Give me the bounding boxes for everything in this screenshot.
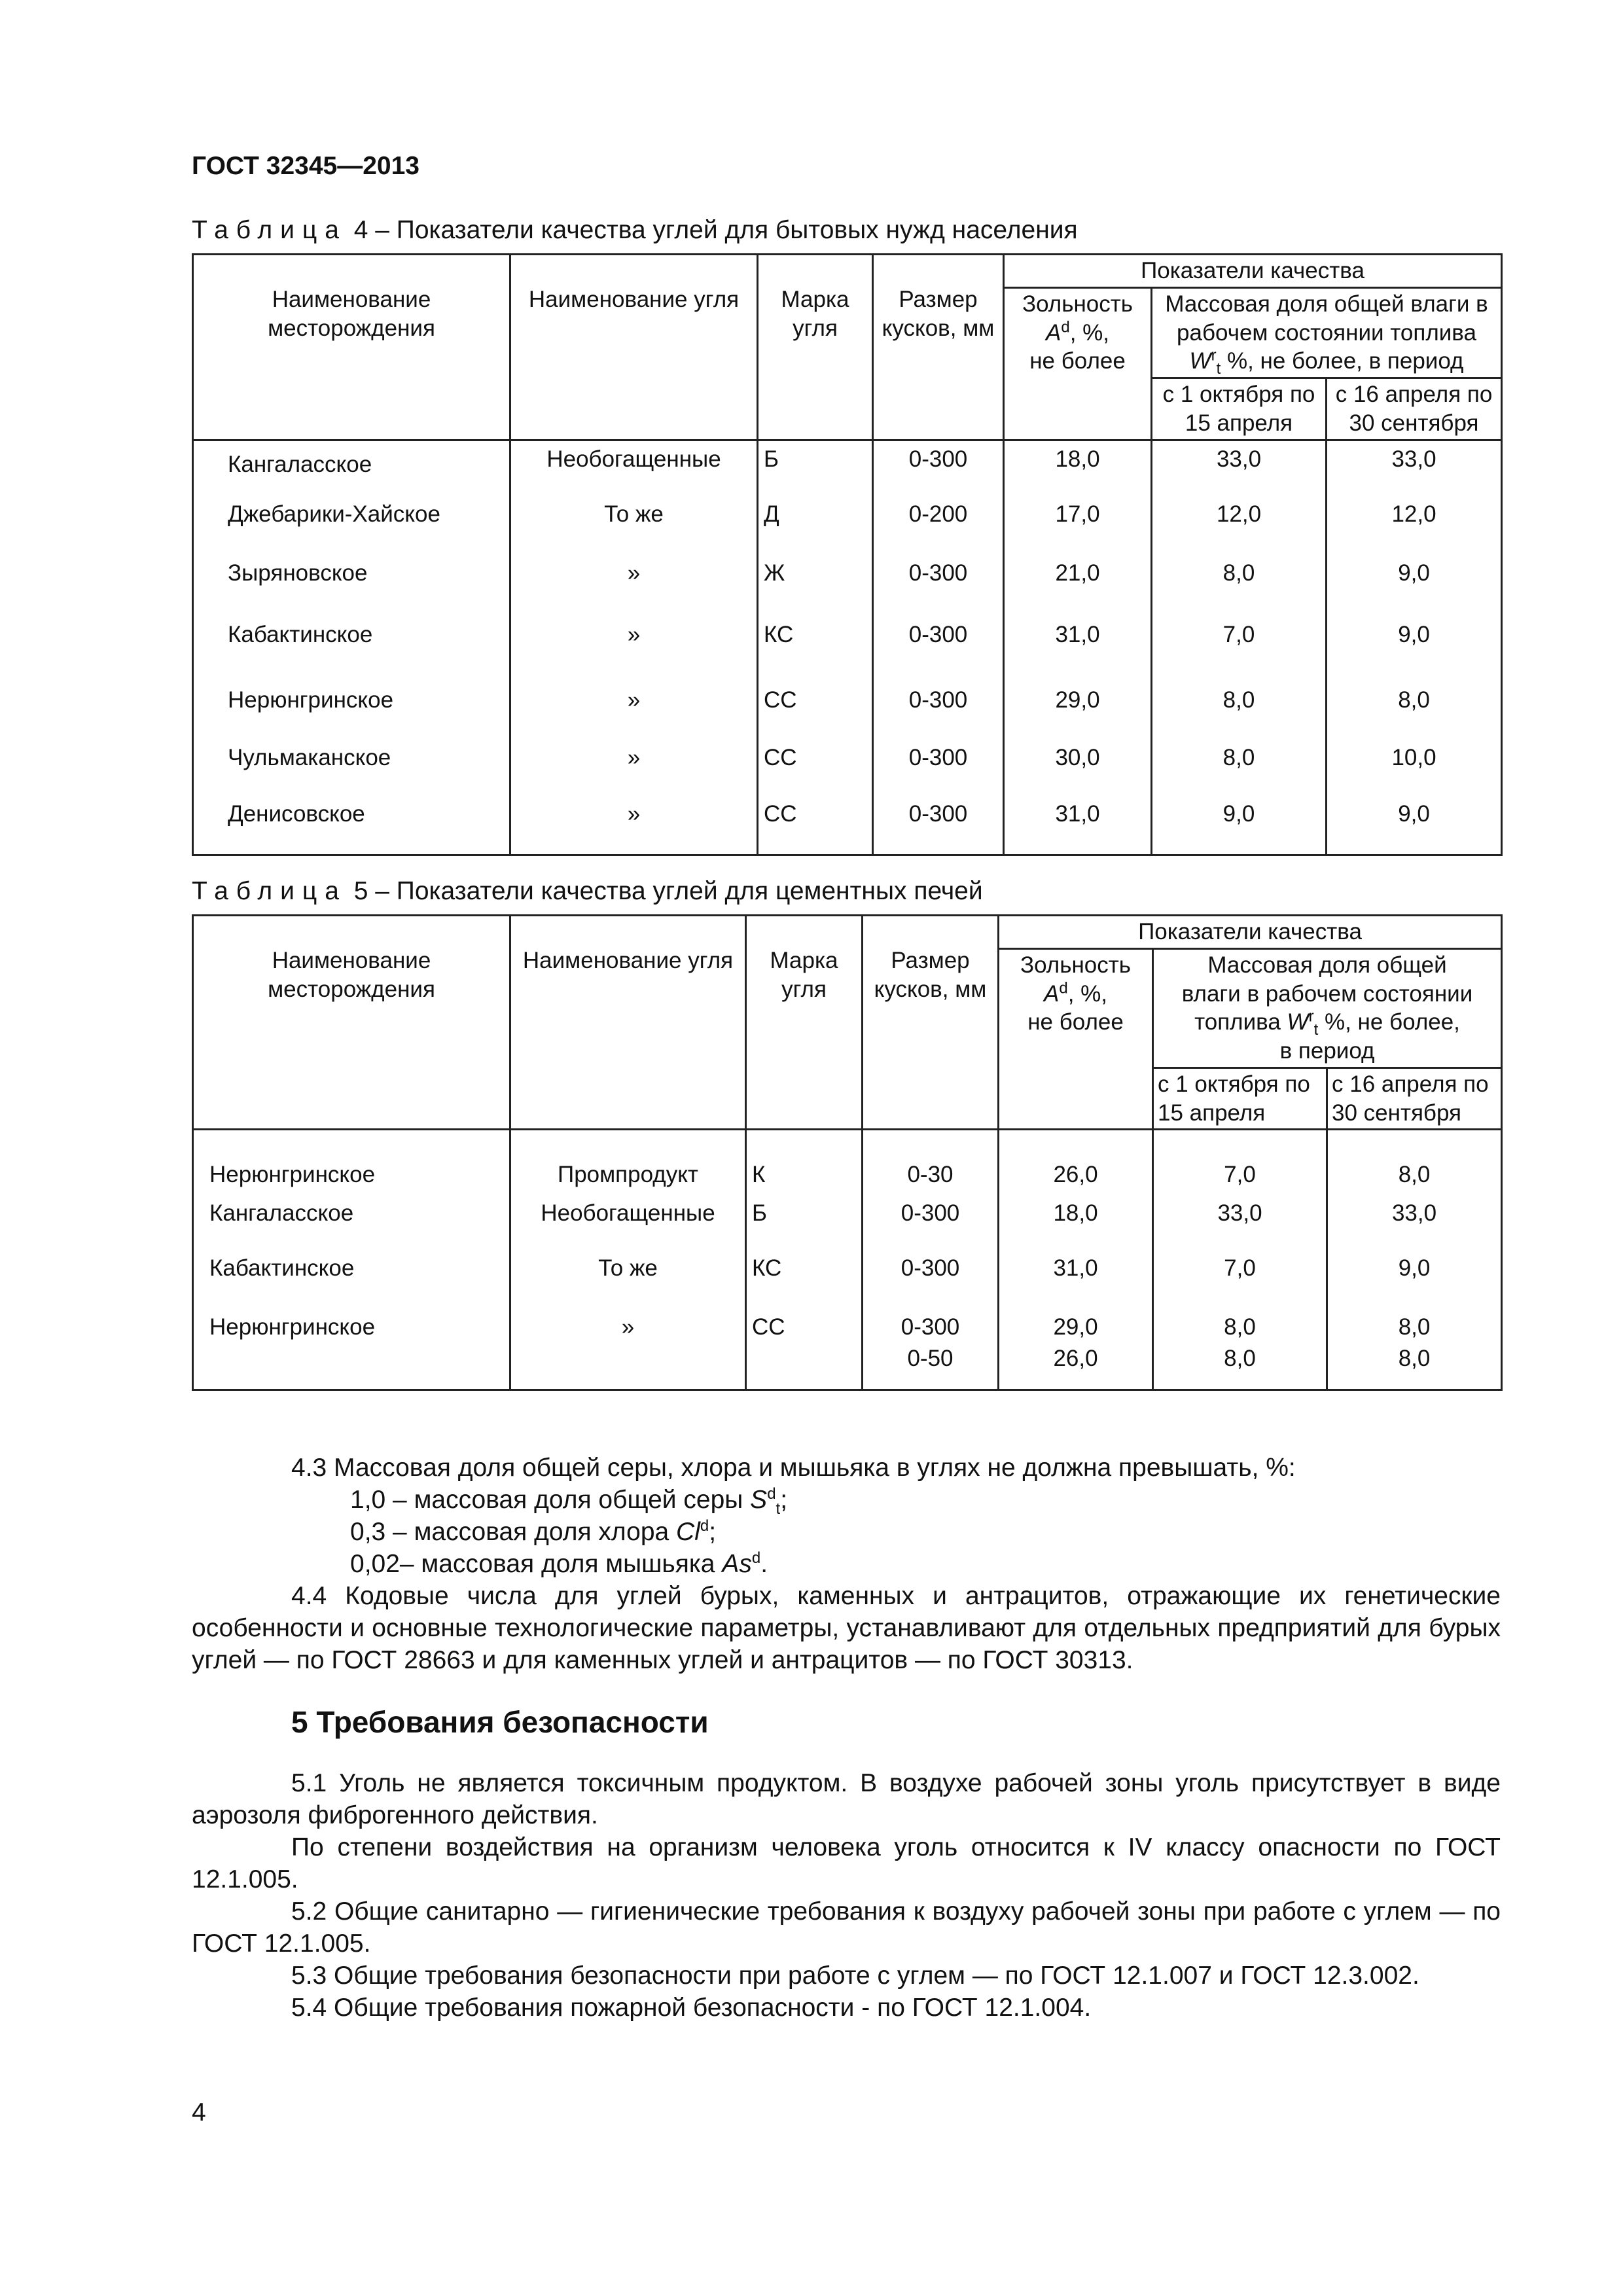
table4-header-size: Размер кусков, мм [873, 255, 1004, 440]
clause-4-3-4-4 [192, 1452, 1501, 1676]
table5-header-coal: Наименование угля [510, 916, 746, 1130]
table4-header-moisture: Массовая доля общей влаги в рабочем состоянии топлива $W^r_t$ %, не более, в период [1152, 287, 1502, 378]
table5-header-quality: Показатели качества [999, 916, 1502, 949]
table-row: Кангаласское Необогащенные Б 0-300 18,0 33,0 33,0 [193, 1193, 1502, 1253]
clause-5-3: 5.3 Общие требования безопасности при работе с углем — по ГОСТ 12.1.007 и ГОСТ 12.3.002. [291, 1962, 1419, 1990]
table-row: Денисовское » СС 0-300 31,0 9,0 9,0 [193, 798, 1502, 855]
table5-header-period2: с 16 апреля по 30 сентября [1327, 1067, 1502, 1130]
table5-header-mark: Марка угля [746, 916, 863, 1130]
clause-4-3-chlorine: 0,3 – массовая доля хлора Cl$^d$; [350, 1517, 717, 1546]
clause-4-3-intro: 4.3 Массовая доля общей серы, хлора и мышьяка в углях не должна превышать, %: [291, 1454, 1296, 1482]
page-number: 4 [192, 2098, 206, 2126]
table4 [192, 253, 1503, 856]
table-row: Кангаласское Необогащенные Б 0-300 18,0 33,0 33,0 [193, 440, 1502, 499]
section-5-body [192, 1767, 1501, 2024]
table5-caption-word: Таблица [192, 877, 347, 905]
clause-5-4: 5.4 Общие требования пожарной безопасности - по ГОСТ 12.1.004. [291, 1994, 1092, 2022]
table5-header-deposit: Наименование месторождения [193, 916, 510, 1130]
table5-caption-text: 5 – Показатели качества углей для цементных печей [346, 877, 983, 905]
table4-header-period2: с 16 апреля по 30 сентября [1327, 378, 1502, 440]
table4-caption [192, 216, 1078, 245]
document-id: ГОСТ 32345—2013 [192, 152, 419, 180]
table-row: Нерюнгринское Промпродукт К 0-30 26,0 7,0 8,0 [193, 1130, 1502, 1193]
table5-header-size: Размер кусков, мм [863, 916, 999, 1130]
clause-5-2: 5.2 Общие санитарно — гигиенические требования к воздуху рабочей зоны при работе с углем — по ГОСТ 12.1.005. [192, 1897, 1501, 1958]
table5-caption [192, 877, 983, 906]
clause-5-1: 5.1 Уголь не является токсичным продуктом. В воздухе рабочей зоны уголь присутствует в виде аэрозоля фиброгенного действия. [192, 1769, 1501, 1829]
table4-header-quality: Показатели качества [1004, 255, 1502, 288]
table4-caption-text: 4 – Показатели качества углей для бытовых нужд населения [346, 216, 1078, 244]
table4-header-ash: Зольность $A^d$, %, не более [1004, 287, 1152, 440]
table-row: Зыряновское » Ж 0-300 21,0 8,0 9,0 [193, 558, 1502, 619]
table5 [192, 914, 1503, 1391]
table-row: Кабактинское » КС 0-300 31,0 7,0 9,0 [193, 619, 1502, 685]
table4-header-mark: Марка угля [758, 255, 873, 440]
table-row: Чульмаканское » СС 0-300 30,0 8,0 10,0 [193, 742, 1502, 798]
table4-header-period1: с 1 октября по 15 апреля [1152, 378, 1327, 440]
table4-header-coal: Наименование угля [510, 255, 758, 440]
table4-caption-word: Таблица [192, 216, 347, 244]
table4-header-deposit: Наименование месторождения [193, 255, 510, 440]
table-row: Кабактинское То же КС 0-300 31,0 7,0 9,0 [193, 1253, 1502, 1312]
table-row: Нерюнгринское » СС 0-300 29,0 8,0 8,0 [193, 685, 1502, 742]
clause-4-4: 4.4 Кодовые числа для углей бурых, каменных и антрацитов, отражающие их генетические особенности и основные технологические параметры, устанавливают для отдельных предприятий для бурых углей — по ГОСТ 28663 и для каменных углей и антрацитов — по ГОСТ 30313. [192, 1582, 1501, 1674]
table5-header-moisture: Массовая доля общей влаги в рабочем состоянии топлива $W^r_t$ %, не более, в период [1153, 948, 1502, 1067]
table5-header-ash: Зольность $A^d$, %, не более [999, 948, 1153, 1130]
section-5-title: 5 Требования безопасности [291, 1705, 709, 1739]
table-row: Нерюнгринское » СС 0-300 29,0 8,0 8,0 [193, 1312, 1502, 1343]
table5-header-period1: с 1 октября по 15 апреля [1153, 1067, 1327, 1130]
table-row: 0-50 26,0 8,0 8,0 [193, 1343, 1502, 1390]
clause-4-3-sulfur: 1,0 – массовая доля общей серы $S^d_t$; [350, 1485, 788, 1518]
table-row: Джебарики-Хайское То же Д 0-200 17,0 12,0 12,0 [193, 499, 1502, 558]
clause-4-3-arsenic: 0,02– массовая доля мышьяка As$^d$. [350, 1549, 768, 1578]
clause-5-1-b: По степени воздействия на организм человека уголь относится к IV классу опасности по ГОСТ 12.1.005. [192, 1833, 1501, 1893]
